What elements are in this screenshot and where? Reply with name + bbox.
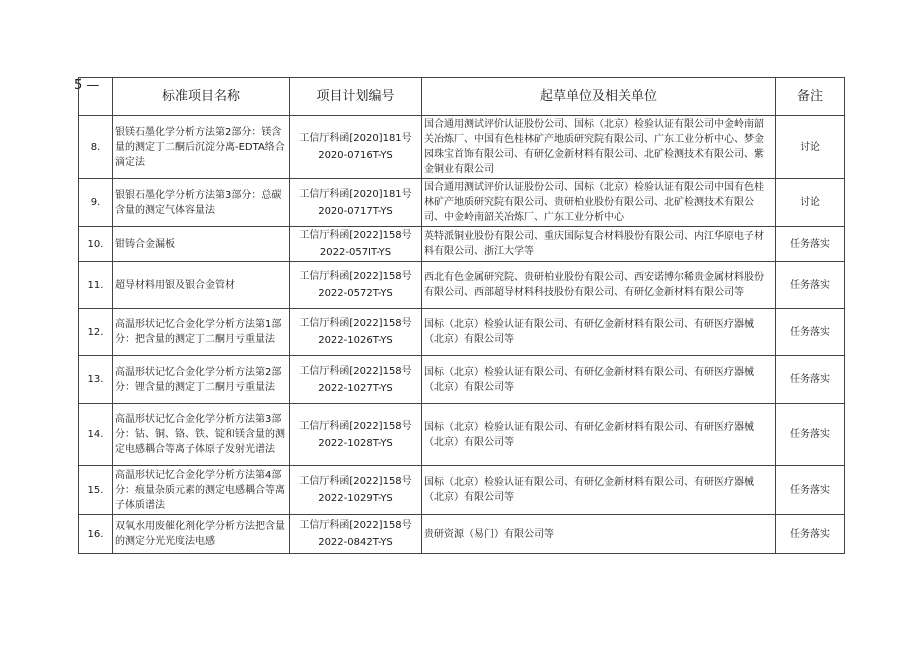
plan-code: 2022-1027T-YS xyxy=(318,382,393,394)
plan-number xyxy=(290,116,422,179)
table-row xyxy=(79,515,845,554)
plan-document: 工信厅科函[2020]181号 xyxy=(299,188,412,200)
header-drafting-units: 起草单位及相关单位 xyxy=(422,78,776,116)
plan-number xyxy=(290,404,422,466)
table-row xyxy=(79,404,845,466)
header-number xyxy=(79,78,113,116)
table-header-row xyxy=(79,78,845,116)
table-row xyxy=(79,466,845,515)
table-row xyxy=(79,262,845,309)
plan-document: 工信厅科函[2022]158号 xyxy=(299,365,412,377)
drafting-units: 国合通用测试评价认证股份公司、国标（北京）检验认证有限公司中金岭南韶关冶炼厂、中国有色桂林矿产地质研究院有限公司、广东工业分析中心、梦金园珠宝首饰有限公司、有研亿金新材料有限公司、北矿检测技术有限公司、紫金铜业有限公司 xyxy=(422,116,776,179)
remarks: 任务落实 xyxy=(776,309,845,356)
drafting-units: 国标（北京）检验认证有限公司、有研亿金新材料有限公司、有研医疗器械（北京）有限公司等 xyxy=(422,309,776,356)
plan-code: 2022-1029T-YS xyxy=(318,493,393,504)
standard-name: 银镁石墨化学分析方法第2部分：镁含量的测定丁二酮后沉淀分离-EDTA络合滴定法 xyxy=(113,116,290,179)
standard-name: 高温形状记忆合金化学分析方法第3部分：钴、铜、铬、铁、锭和镁含量的测定电感耦合等离子体原子发射光谱法 xyxy=(113,404,290,466)
plan-document: 工信厅科函[2022]158号 xyxy=(299,420,412,432)
plan-number xyxy=(290,309,422,356)
table-row xyxy=(79,227,845,262)
drafting-units: 国标（北京）检验认证有限公司、有研亿金新材料有限公司、有研医疗器械（北京）有限公司等 xyxy=(422,404,776,466)
drafting-units: 西北有色金属研究院、贵研柏业股份有限公司、西安诺博尔稀贵金属材料股份有限公司、西部超导材料科技股份有限公司、有研亿金新材料有限公司等 xyxy=(422,262,776,309)
drafting-units: 国标（北京）检验认证有限公司、有研亿金新材料有限公司、有研医疗器械（北京）有限公司等 xyxy=(422,356,776,404)
drafting-units: 英特派铜业股份有限公司、重庆国际复合材料股份有限公司、内江华原电子材料有限公司、浙江大学等 xyxy=(422,227,776,262)
row-number: 9. xyxy=(79,179,113,227)
standard-name: 超导材料用银及银合金管材 xyxy=(113,262,290,309)
plan-document: 工信厅科函[2022]158号 xyxy=(299,271,412,282)
plan-code: 2022-1028T-YS xyxy=(318,437,393,449)
remarks: 讨论 xyxy=(776,179,845,227)
table-row xyxy=(79,179,845,227)
remarks: 任务落实 xyxy=(776,227,845,262)
remarks: 讨论 xyxy=(776,116,845,179)
remarks: 任务落实 xyxy=(776,466,845,515)
header-plan-number: 项目计划编号 xyxy=(290,78,422,116)
row-number: 11. xyxy=(79,262,113,309)
plan-number xyxy=(290,466,422,515)
remarks: 任务落实 xyxy=(776,515,845,554)
standard-name: 高温形状记忆合金化学分析方法第1部分：把含量的测定丁二酮月亏重量法 xyxy=(113,309,290,356)
table-row xyxy=(79,309,845,356)
plan-code: 2020-0717T-YS xyxy=(318,205,393,217)
row-number: 14. xyxy=(79,404,113,466)
standard-name: 高温形状记忆合金化学分析方法第4部分：痕量杂质元素的测定电感耦合等离子体质谱法 xyxy=(113,466,290,515)
row-number: 12. xyxy=(79,309,113,356)
row-number: 15. xyxy=(79,466,113,515)
remarks: 任务落实 xyxy=(776,262,845,309)
plan-number xyxy=(290,262,422,309)
header-remarks: 备注 xyxy=(776,78,845,116)
corner-mark: 5̃ — xyxy=(74,78,100,93)
plan-code: 2022-1026T-YS xyxy=(318,335,393,346)
standard-name: 银银石墨化学分析方法第3部分：总碳含量的测定气体容量法 xyxy=(113,179,290,227)
drafting-units: 国合通用测试评价认证股份公司、国标（北京）检验认证有限公司中国有色桂林矿产地质研究院有限公司、贵研柏业股份有限公司、北矿检测技术有限公司、中金岭南韶关冶炼厂、广东工业分析中心 xyxy=(422,179,776,227)
plan-code: 2020-0716T-YS xyxy=(318,150,393,161)
table-row xyxy=(79,116,845,179)
plan-document: 工信厅科函[2022]158号 xyxy=(299,520,412,531)
plan-code: 2022-057IT-YS xyxy=(319,247,392,258)
standard-name: 钳铸合金漏板 xyxy=(113,227,290,262)
plan-document: 工信厅科函[2022]158号 xyxy=(299,476,412,487)
drafting-units: 国标（北京）检验认证有限公司、有研亿金新材料有限公司、有研医疗器械（北京）有限公司等 xyxy=(422,466,776,515)
standard-name: 高温形状记忆合金化学分析方法第2部分：锂含量的测定丁二酮月亏重量法 xyxy=(113,356,290,404)
plan-number xyxy=(290,227,422,262)
plan-code: 2022-0572T-YS xyxy=(318,288,393,299)
remarks: 任务落实 xyxy=(776,356,845,404)
header-standard-name: 标准项目名称 xyxy=(113,78,290,116)
standard-name: 双氧水用废催化剂化学分析方法把含量的测定分光光度法电感 xyxy=(113,515,290,554)
plan-code: 2022-0842T-YS xyxy=(318,537,393,548)
row-number: 10. xyxy=(79,227,113,262)
remarks: 任务落实 xyxy=(776,404,845,466)
plan-number xyxy=(290,515,422,554)
row-number: 8. xyxy=(79,116,113,179)
standards-table xyxy=(78,77,845,554)
plan-number xyxy=(290,356,422,404)
drafting-units: 贵研资源（易门）有限公司等 xyxy=(422,515,776,554)
row-number: 13. xyxy=(79,356,113,404)
plan-document: 工信厅科函[2020]181号 xyxy=(299,133,412,144)
plan-document: 工信厅科函[2022]158号 xyxy=(299,318,412,329)
plan-number xyxy=(290,179,422,227)
table-row xyxy=(79,356,845,404)
row-number: 16. xyxy=(79,515,113,554)
plan-document: 工信厅科函[2022]158号 xyxy=(299,230,412,241)
